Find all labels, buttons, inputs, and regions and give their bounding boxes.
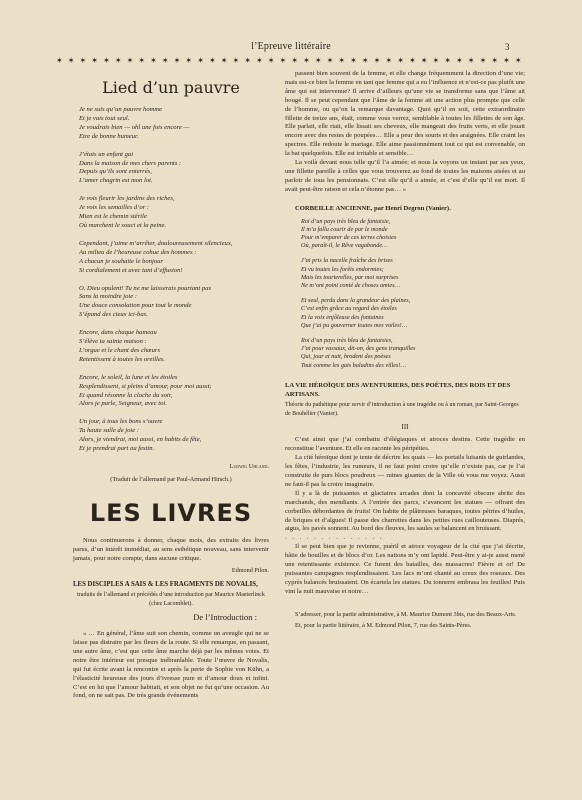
verse-line: Et seul, perdu dans la grandeur des plaines, [301, 297, 411, 305]
ornament-star-icon: ✶ [56, 56, 63, 65]
verse-line: Un jour, à tous les bons s’ouvre [79, 418, 163, 426]
excerpt-conclusion: La voilà devant nous telle qu’il l’a aimée; et nous la voyons un instant par ses yeux, une fillette pareille à celles que vous trouverez au fond de toutes les maisons aisées et au parloir de tous les pensionnats. C’est elle qu’il a aimée, et c’est d’elle qu’il est mort. Il avait peut-être raison et cela n’étonne pas… » [285, 159, 525, 193]
verse-line: Alors, je viendrai, moi aussi, en habits de fête, [79, 436, 202, 444]
verse-line: S’élève ta sainte maison : [79, 338, 147, 346]
verse-line: Encore, dans chaque hameau [79, 329, 157, 337]
verse-line: Où marchent le souci et la peine. [79, 221, 167, 229]
verse-line: Resplendissent, si pleins d’amour, pour moi aussi; [79, 382, 212, 390]
verse-line: Je vois les semailles d’or : [79, 204, 150, 212]
ornament-star-icon: ✶ [232, 56, 240, 65]
verse-line: Alors je parle, Seigneur, avec toi. [79, 400, 167, 408]
ornament-star-icon: ✶ [79, 56, 87, 65]
verse-line: Qui, jour et nuit, brodent des poèses [301, 353, 391, 361]
ornament-star-icon: ✶ [361, 56, 369, 65]
ornament-star-icon: ✶ [197, 56, 204, 65]
verse-line: Depuis qu’ils sont enterrés, [79, 168, 152, 176]
verse-line: Que j’ai pu gouverner toutes mes voiles!… [301, 321, 408, 329]
chapter-number: III [401, 423, 409, 432]
ornament-star-icon: ✶ [138, 56, 146, 65]
contact-literary: Et, pour la partie littéraire, à M. Edmond Pilon, 7, rue des Saints-Pères. [295, 621, 472, 629]
article-subtitle: traduits de l’allemand et précédés d’une introduction par Maurice Maeterlinck (chez Lacomblet). [77, 592, 265, 608]
ornament-star-icon: ✶ [103, 56, 110, 65]
ornament-star-icon: ✶ [467, 56, 475, 65]
verse-line: L’orgue et le chant des chœurs [79, 346, 161, 354]
stanza [301, 257, 525, 290]
verse-line: Dans la maison de mes chers parents : [79, 159, 182, 167]
ornament-star-icon: ✶ [456, 56, 463, 65]
stanza [79, 195, 269, 231]
ornament-star-icon: ✶ [256, 56, 263, 65]
ellipsis-rule: . . . . . . . . . . . . . . [285, 534, 384, 542]
verse-line: Ta haute salle de joie : [79, 427, 140, 435]
vie-paragraph-1: C’est ainsi que j’ai combattu d’élégiaques et atroces destins. Cette tragédie en reconstitue l’aventure. Et elle en raconte les péripéties. [285, 436, 525, 453]
contact-info [285, 611, 525, 631]
verse-line: Et je vais tout seul. [79, 114, 130, 122]
verse-line: Et je prendrai part au festin. [79, 445, 155, 453]
stanza [79, 151, 269, 187]
ornament-star-icon: ✶ [420, 56, 428, 65]
ornament-star-icon: ✶ [326, 56, 334, 65]
stanza [301, 218, 525, 251]
ornament-star-icon: ✶ [267, 56, 275, 65]
verse-line: Roi d’un pays très bleu de fantaisies, [301, 337, 393, 345]
corbeille-poem [285, 218, 525, 370]
verse-line: Retentissent à toutes les oreilles. [79, 355, 166, 363]
verse-line: Où, paraît-il, le Rêve vagabonde… [301, 242, 388, 250]
ornament-star-icon: ✶ [126, 56, 134, 65]
section-intro: Nous continuerons à donner, chaque mois, des extraits des livres parus, d’un intérêt immédiat, au sens esthétique nouveau, sans intervenir jamais, pour notre compte, dans aucune critique. [73, 536, 269, 562]
verse-line: J’ai pour vassaux, dit-on, des gens tranquilles [301, 345, 416, 353]
ornament-star-icon: ✶ [303, 56, 310, 65]
ornament-star-icon: ✶ [67, 56, 75, 65]
ornament-star-icon: ✶ [479, 56, 487, 65]
poem-body [73, 106, 269, 454]
verse-line: A chacun je souhaite le bonjour [79, 257, 163, 265]
stanza [301, 337, 525, 370]
verse-line: Une douce consolation pour tout le monde [79, 302, 192, 310]
verse-line: Cependant, j’aime m’arrêter, douloureusement silencieux, [79, 239, 233, 247]
ornament-star-icon: ✶ [397, 56, 404, 65]
ornament-star-icon: ✶ [514, 56, 522, 65]
verse-line: Mien est le chemin stérile [79, 213, 147, 221]
ornament-star-icon: ✶ [185, 56, 193, 65]
ornament-star-icon: ✶ [408, 56, 416, 65]
stanza [79, 285, 269, 321]
vie-paragraph-3: Il y a là de puissantes et glaciaires arcades dont la concavité obscure abrite des marchands, des mendiants. A l’entrée des parcs, s’avancent les statues — offrant des corbeilles débordantes de fruits! On habite de plâtreuses baraques, toutes pétries d’huiles, de briques et d’algues! Il passe des charrettes dans les petites rues caillouteuses. Diaprés, aigus, les pavés sonnent. Au bord des fleuves, les saules se balancent en bruissant. [285, 489, 525, 533]
ornament-star-icon: ✶ [279, 56, 287, 65]
stanza [79, 329, 269, 365]
section-signature: Edmond Pilon. [231, 566, 269, 574]
ornament-star-icon: ✶ [161, 56, 169, 65]
vie-heroique-subtitle: Théorie du pathétique pour servir d’introduction à une tragédie ou à un roman, par Saint-Georges de Bouhélier (Vanier). [285, 401, 519, 417]
verse-line: Si cordialement et avec tant d’effusion! [79, 266, 183, 274]
right-column [285, 70, 525, 633]
article-title: LES DISCIPLES A SAIS & LES FRAGMENTS DE NOVALIS, [73, 581, 258, 589]
excerpt-text: « … En général, l’âme suit son chemin, comme un aveugle qui ne se laisse pas distraire par les fleurs de la route. Si elle remarque, en passant, une autre âme, c’est que cette âme marche déjà par les mêmes voies. Et notre être intérieur est presque inébranlable. Toute l’œuvre de Novalis, qui fut écrite avant la rencontre et après la perte de Sophie von Kühn, a l’élasticité heureuse des jours d’ivresse pure et d’amour doux et infini. C’est en lui que l’amour habitait, et son objet ne fut qu’une occasion. Au fond, on ne sait pas. De très grands événements [73, 630, 269, 700]
poem-author: Ludwig Uhland. [229, 463, 269, 470]
verse-line: O. Dieu opulent! Tu ne me laisserais pourtant pas [79, 284, 212, 292]
section-title: LES LIVRES [89, 498, 253, 527]
ornament-star-icon: ✶ [491, 56, 499, 65]
ornament-star-icon: ✶ [503, 56, 510, 65]
ornament-star-icon: ✶ [173, 56, 181, 65]
verse-line: Encore, le soleil, la lune et les étoiles [79, 373, 178, 381]
verse-line: J’étais un enfant gai [79, 150, 134, 158]
ornament-star-icon: ✶ [150, 56, 157, 65]
poem-title: Lied d’un pauvre [102, 78, 240, 97]
verse-line: Sans la moindre joie : [79, 293, 137, 301]
ornament-star-icon: ✶ [350, 56, 357, 65]
verse-line: Je vois fleurir les jardins des riches, [79, 195, 175, 203]
ornament-star-icon: ✶ [114, 56, 122, 65]
vie-paragraph-2: La cité héroïque dont je tente de décrire les quais — les portails luisants de guirlandes, les fêtes, l’industrie, les rumeurs, il ne faut point croire qu’elle n’existe pas, car je l’ai construite de purs blocs poudreux — ruines gisantes de la Ville où vous me voyez. Aussi ne faut-il pas la croire imaginaire. [285, 454, 525, 488]
verse-line: Au milieu de l’heureuse cohue des hommes : [79, 248, 197, 256]
excerpt-heading: De l’Introduction : [193, 612, 257, 623]
vie-heroique-title: LA VIE HÉROÏQUE DES AVENTURIERS, DES POÈTES, DES ROIS ET DES ARTISANS. [285, 381, 511, 398]
ornament-star-icon: ✶ [244, 56, 251, 65]
verse-line: Il m’a fallu courir de par le monde [301, 225, 388, 233]
ornament-star-icon: ✶ [291, 56, 299, 65]
ornament-star-icon: ✶ [385, 56, 393, 65]
verse-line: Je ne suis qu’un pauvre homme [79, 106, 163, 113]
verse-line: Je voudrais bien — ohl une fois encore — [79, 123, 190, 131]
verse-line: Etre de bonne humeur. [79, 132, 139, 140]
left-column [73, 70, 269, 701]
ornament-star-icon: ✶ [208, 56, 216, 65]
verse-line: Pour m’emparer de ces terres choisies [301, 234, 397, 241]
verse-line: L’amer chagrin est mon lot. [79, 177, 153, 185]
verse-line: J’ai pris la nacelle fraîche des brises [301, 257, 393, 265]
ornament-star-icon: ✶ [91, 56, 98, 65]
verse-line: Et la voix enjôleuse des fontaines [301, 313, 384, 321]
excerpt-continued: passent bien souvent de la femme, et elle change fréquemment la direction d’une vie; mais est-ce bien la femme en tant que femme qui a eu l’influence et n’est-ce pas plutôt une âme qui est intervenue? Il arrive d’ailleurs qu’une vie se transforme sans que l’âme ait bougé. Il se peut cependant que l’âme de la femme ait une action plus prompte que celle de l’homme, ou qu’on la remarque davantage. Quoi qu’il en soit, cette extraordinaire fillette de treize ans, était, comme vous verrez, semblable à toutes les fillettes de son âge. Elle parlait, elle riait, elle lissait ses cheveux, elle mangeait des fruits verts, et elle jouait encore avec des restes de poupées… Elle a peur des souris et des araignées. Elle craint les spectres. Elle redoute le mariage. Elle aime passionnément tout ce qui est convenable, on la bat quelquefois. Elle est irritable et sensible… [285, 70, 525, 158]
running-header: l’Epreuve littéraire [251, 41, 331, 52]
ornament-star-icon: ✶ [373, 56, 381, 65]
corbeille-title: CORBEILLE ANCIENNE, par Henri Degron (Vanier). [295, 204, 451, 212]
stanza [79, 418, 269, 454]
verse-line: Mais les tourterelles, par moi surprises [301, 273, 399, 281]
verse-line: Roi d’un pays très bleu de fantaisie, [301, 217, 391, 225]
ornament-star-icon: ✶ [444, 56, 451, 65]
verse-line: Ne m’ont point conté de choses amies… [301, 282, 400, 290]
ornament-star-icon: ✶ [432, 56, 440, 65]
verse-line: C’est enfin grâce au regard des étoiles [301, 305, 397, 313]
stanza [79, 374, 269, 410]
ornament-rule [56, 56, 522, 66]
ornament-star-icon: ✶ [338, 56, 346, 65]
ornament-star-icon: ✶ [220, 56, 228, 65]
vie-paragraph-4: Il se peut bien que je revienne, puéril et atroce voyageur de la cité que j’ai décrite, bâtie de houilles et de blocs d’or. Les nations m’y ont lapidé. Peut-être y ai-je aussi mené une retentissante existence. Ce furent des batailles, des massacres! Fièvre et or! De puissantes campagnes resplendissaient. Les lacs m’ont chanté au creux des roseaux. Des cyprès balancés bruissaient. On écartela les statues. Du tonnerre embrasa les feuilles! Puis vint la nuit mauvaise et noire… [285, 543, 525, 595]
ornament-star-icon: ✶ [314, 56, 322, 65]
stanza [79, 106, 269, 142]
verse-line: S’épand des cieux ici-bas. [79, 311, 148, 319]
translation-credit: (Traduit de l’allemand par Paul-Armand Hirsch.) [110, 475, 232, 483]
verse-line: Tout comme les gais baladins des villes!… [301, 361, 406, 369]
verse-line: Et quand résonne la cloche du soir, [79, 391, 173, 399]
stanza [79, 240, 269, 276]
contact-admin: S’adresser, pour la partie administrative, à M. Maurice Dumont 3bis, rue des Beaux-Arts. [295, 610, 517, 618]
stanza [301, 297, 525, 330]
page-number: 3 [505, 42, 510, 52]
verse-line: Et vu toutes les forêts endormies; [301, 265, 384, 273]
